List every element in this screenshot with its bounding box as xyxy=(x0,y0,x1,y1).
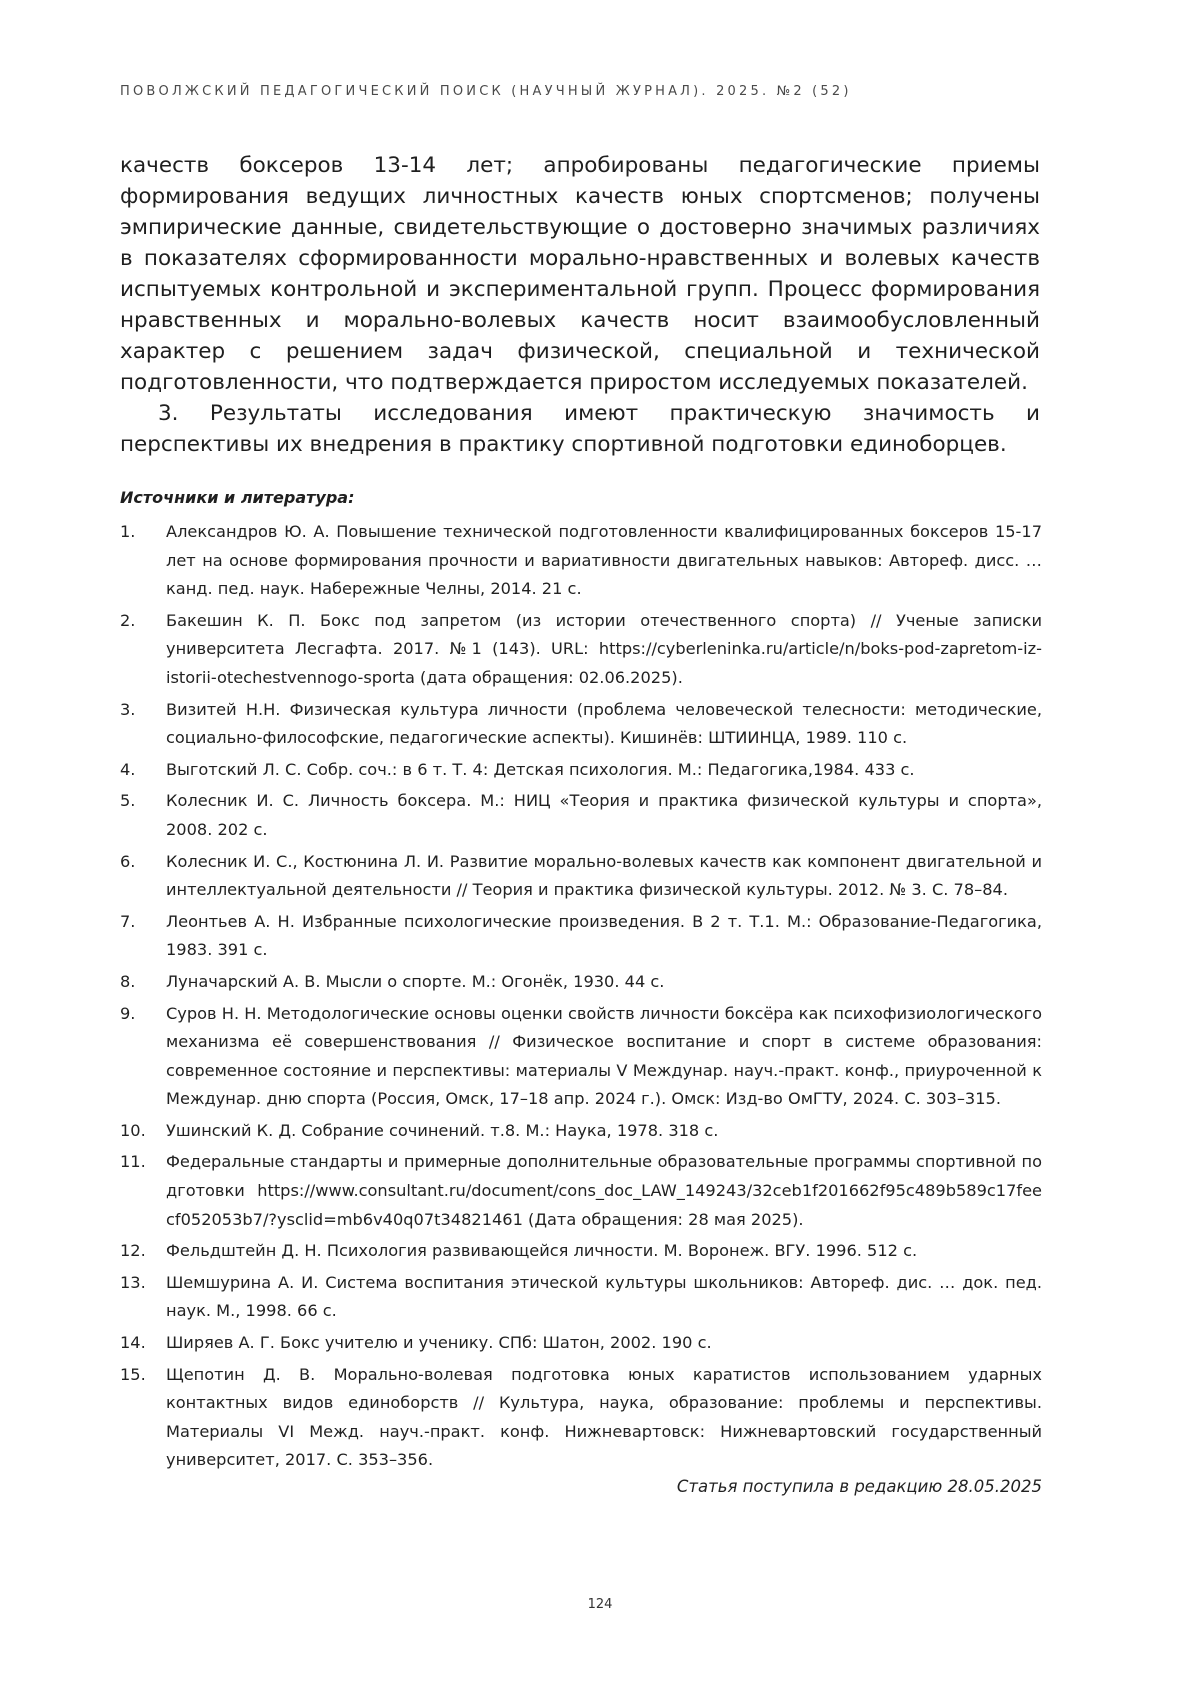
reference-item xyxy=(120,1148,1042,1234)
reference-text: Колесник И. С., Костюнина Л. И. Развитие морально-волевых качеств как компонент двигательной и интеллектуальной деятельности // Теория и практика физической культуры. 2012. № 3. С. 78–84. xyxy=(166,851,1042,900)
reference-text: Суров Н. Н. Методологические основы оценки свойств личности боксёра как психофизиологического механизма её совершенствования // Физическое воспитание и спорт в системе образования: современное состояние и перспективы: материалы V Междунар. науч.-практ. конф., приуроченной к Междунар. дню спорта (Россия, Омск, 17–18 апр. 2024 г.). Омск: Изд-во ОмГТУ, 2024. С. 303–315. xyxy=(166,1003,1042,1109)
reference-item xyxy=(120,968,1042,997)
received-date-note: Статья поступила в редакцию 28.05.2025 xyxy=(676,1477,1042,1496)
reference-number: 4. xyxy=(120,759,136,779)
reference-item xyxy=(120,787,1042,844)
reference-text: Фельдштейн Д. Н. Психология развивающейся личности. М. Воронеж. ВГУ. 1996. 512 с. xyxy=(166,1241,918,1261)
reference-text: Визитей Н.Н. Физическая культура личности (проблема человеческой телесности: методические, социально-философские, педагогические аспекты). Кишинёв: ШТИИНЦА, 1989. 110 с. xyxy=(166,699,1042,748)
reference-text: Леонтьев А. Н. Избранные психологические произведения. В 2 т. Т.1. М.: Образование-Педагогика, 1983. 391 с. xyxy=(166,911,1042,960)
reference-number: 5. xyxy=(120,791,136,811)
reference-item xyxy=(120,848,1042,905)
reference-number: 13. xyxy=(120,1272,146,1292)
reference-item xyxy=(120,908,1042,965)
reference-item xyxy=(120,756,1042,785)
paragraph-conclusion-2: качеств боксеров 13-14 лет; апробированы педагогические приемы формирования ведущих личностных качеств юных спортсменов; получены эмпирические данные, свидетельствующие о достоверно значимых различиях в показателях сформированности морально-нравственных и волевых качеств испытуемых контрольной и экспериментальной групп. Процесс формирования нравственных и морально-волевых качеств носит взаимообусловленный характер с решением задач физической, специальной и технической подготовленности, что подтверждается приростом исследуемых показателей. xyxy=(120,153,1040,395)
reference-text: Луначарский А. В. Мысли о спорте. М.: Огонёк, 1930. 44 с. xyxy=(166,971,665,991)
references-list xyxy=(120,518,1042,1478)
reference-text: Ширяев А. Г. Бокс учителю и ученику. СПб: Шатон, 2002. 190 с. xyxy=(166,1333,712,1353)
reference-item xyxy=(120,1117,1042,1146)
reference-item xyxy=(120,1269,1042,1326)
reference-item xyxy=(120,518,1042,604)
reference-number: 8. xyxy=(120,971,136,991)
reference-number: 2. xyxy=(120,610,136,630)
reference-number: 6. xyxy=(120,851,136,871)
journal-header: ПОВОЛЖСКИЙ ПЕДАГОГИЧЕСКИЙ ПОИСК (НАУЧНЫЙ ЖУРНАЛ). 2025. №2 (52) xyxy=(120,84,852,99)
reference-number: 12. xyxy=(120,1241,146,1261)
reference-text: Шемшурина А. И. Система воспитания этической культуры школьников: Автореф. дис. … док. пед. наук. М., 1998. 66 с. xyxy=(166,1272,1042,1321)
reference-text: Щепотин Д. В. Морально-волевая подготовка юных каратистов использованием ударных контактных видов единоборств // Культура, наука, образование: проблемы и перспективы. Материалы VI Межд. науч.-практ. конф. Нижневартовск: Нижневартовский государственный университет, 2017. С. 353–356. xyxy=(166,1364,1042,1470)
reference-item xyxy=(120,1329,1042,1358)
reference-text: Ушинский К. Д. Собрание сочинений. т.8. М.: Наука, 1978. 318 с. xyxy=(166,1120,719,1140)
sources-title: Источники и литература: xyxy=(120,488,355,507)
reference-number: 14. xyxy=(120,1333,146,1353)
article-body xyxy=(120,150,1040,460)
paragraph-conclusion-3: 3. Результаты исследования имеют практическую значимость и перспективы их внедрения в практику спортивной подготовки единоборцев. xyxy=(120,401,1040,457)
reference-item xyxy=(120,696,1042,753)
reference-item xyxy=(120,607,1042,693)
reference-item xyxy=(120,1000,1042,1114)
reference-item xyxy=(120,1361,1042,1475)
reference-text: Федеральные стандарты и примерные дополнительные образовательные программы спортивной подготовки https://www.consultant.ru/document/cons_doc_LAW_149243/32ceb1f201662f95c489b589c17feecf052053b7/?ysclid=mb6v40q07t34821461 (Дата обращения: 28 мая 2025). xyxy=(166,1152,1042,1229)
reference-number: 10. xyxy=(120,1120,146,1140)
reference-text: Бакешин К. П. Бокс под запретом (из истории отечественного спорта) // Ученые записки университета Лесгафта. 2017. №1 (143). URL: https://cyberleninka.ru/article/n/boks-pod-zapretom-iz-istorii-otechestvennogo-sporta (дата обращения: 02.06.2025). xyxy=(166,610,1042,687)
reference-text: Александров Ю. А. Повышение технической подготовленности квалифицированных боксеров 15-17 лет на основе формирования прочности и вариативности двигательных навыков: Автореф. дисс. … канд. пед. наук. Набережные Челны, 2014. 21 с. xyxy=(166,522,1042,599)
reference-item xyxy=(120,1237,1042,1266)
reference-number: 7. xyxy=(120,911,136,931)
reference-number: 11. xyxy=(120,1152,146,1172)
reference-number: 9. xyxy=(120,1003,136,1023)
page-number: 124 xyxy=(587,1597,613,1612)
reference-text: Выготский Л. С. Собр. соч.: в 6 т. Т. 4: Детская психология. М.: Педагогика,1984. 433 с. xyxy=(166,759,915,779)
reference-text: Колесник И. С. Личность боксера. М.: НИЦ «Теория и практика физической культуры и спорта», 2008. 202 с. xyxy=(166,791,1042,839)
reference-number: 15. xyxy=(120,1364,146,1384)
reference-number: 3. xyxy=(120,699,136,719)
reference-number: 1. xyxy=(120,522,136,541)
